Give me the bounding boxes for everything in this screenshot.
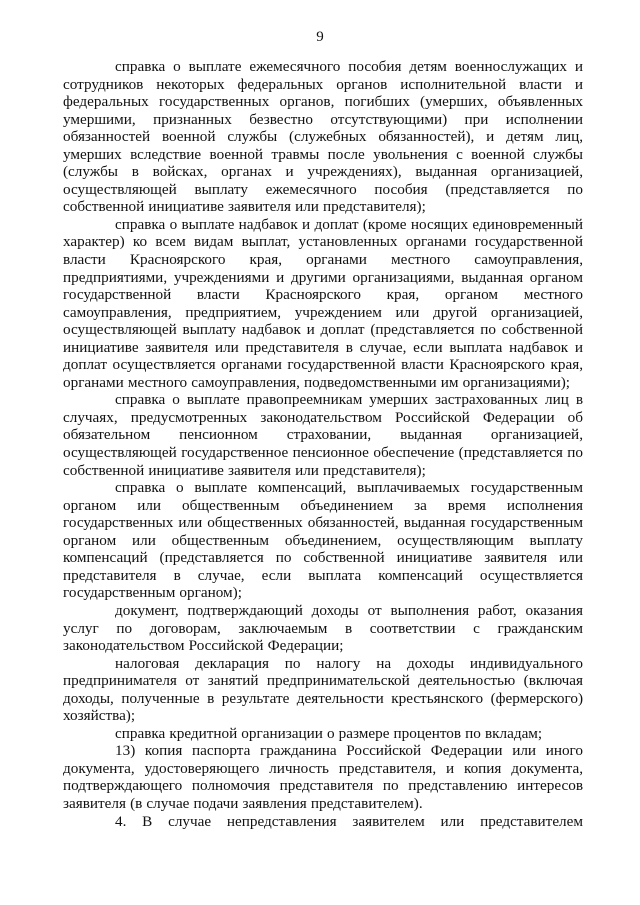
page-number: 9 <box>316 29 324 45</box>
paragraph-passport-copy: 13) копия паспорта гражданина Российской Федерации или иного документа, удостоверяющего личность представителя, и копия документа, подтверждающего полномочия представителя по представлению интересов заявителя (в случае подачи заявления представителем). <box>63 742 583 812</box>
paragraph-section-4-start: 4. В случае непредставления заявителем или представителем <box>115 812 583 830</box>
paragraph-military-children-allowance: справка о выплате ежемесячного пособия детям военнослужащих и сотрудников некоторых федеральных органов исполнительной власти и федеральных государственных органов, погибших (умерших, объявленных умершими, признанных безвестно отсутствующими) при исполнении обязанностей военной службы (служебных обязанностей), и детям лиц, умерших вследствие военной травмы после увольнения с военной службы (службы в войсках, органах и учреждениях), выданная организацией, осуществляющей выплату ежемесячного пособия (представляется по собственной инициативе заявителя или представителя); <box>63 58 583 216</box>
paragraph-contract-income: документ, подтверждающий доходы от выполнения работ, оказания услуг по договорам, заключаемым в соответствии с гражданским законодательством Российской Федерации; <box>63 601 583 655</box>
paragraph-bonuses-and-surcharges: справка о выплате надбавок и доплат (кроме носящих единовременный характер) ко всем видам выплат, установленных органами государственной власти Красноярского края, органами местного самоуправления, предприятиями, учреждениями и другими организациями, выданная органом государственной власти Красноярского края, органом местного самоуправления, предприятием, учреждением или другой организацией, осуществляющей выплату надбавок и доплат (представляется по собственной инициативе заявителя или представителя в случае, если выплата надбавок и доплат осуществляется органами государственной власти Красноярского края, органами местного самоуправления, подведомственными им организациями); <box>63 215 583 391</box>
paragraph-legal-successors-payment: справка о выплате правопреемникам умерших застрахованных лиц в случаях, предусмотренных законодательством Российской Федерации об обязательном пенсионном страховании, выданная организацией, осуществляющей государственное пенсионное обеспечение (представляется по собственной инициативе заявителя или представителя); <box>63 391 583 479</box>
document-body <box>63 58 583 830</box>
paragraph-bank-interest: справка кредитной организации о размере процентов по вкладам; <box>115 724 543 742</box>
paragraph-compensation-payment: справка о выплате компенсаций, выплачиваемых государственным органом или общественным объединением за время исполнения государственных или общественных обязанностей, выданная государственным органом или общественным объединением, осуществляющим выплату компенсаций (представляется по собственной инициативе заявителя или представителя в случае, если выплата компенсаций осуществляется государственным органом); <box>63 479 583 602</box>
paragraph-tax-declaration: налоговая декларация по налогу на доходы индивидуального предпринимателя от занятий предпринимательской деятельностью (включая доходы, полученные в результате деятельности крестьянского (фермерского) хозяйства); <box>63 654 583 725</box>
